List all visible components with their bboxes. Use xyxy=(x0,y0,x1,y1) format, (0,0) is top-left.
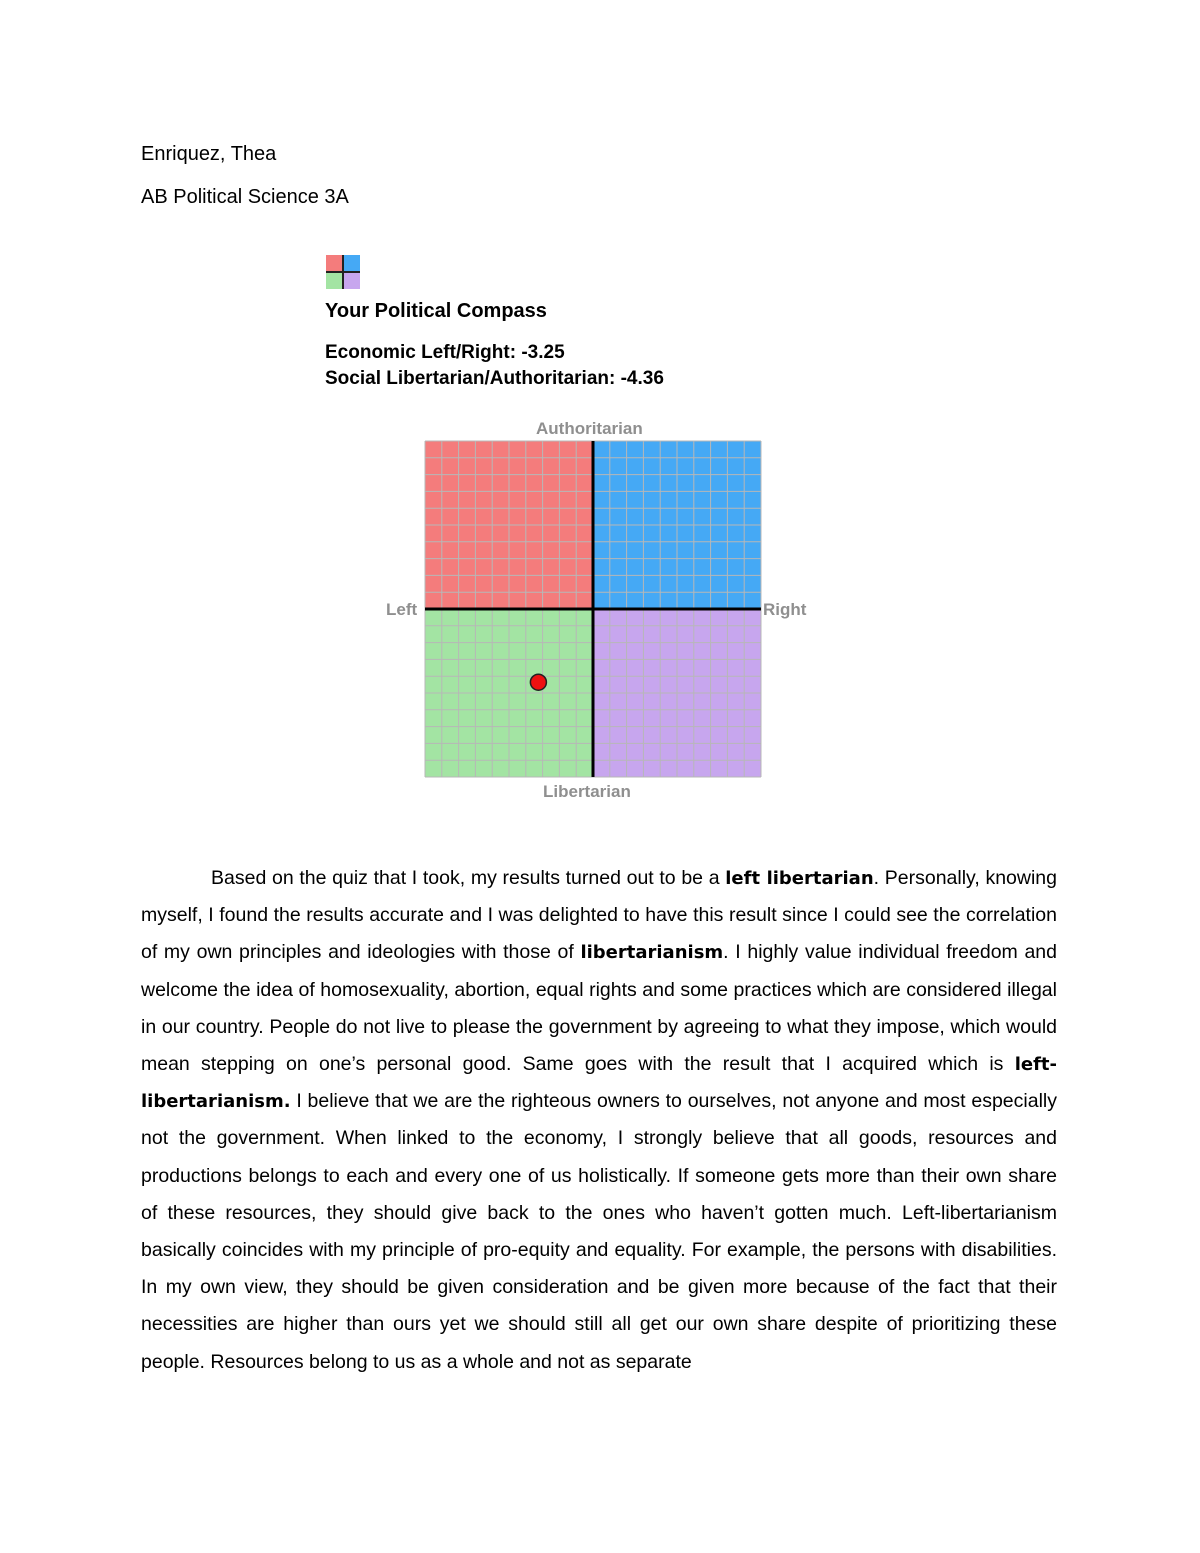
essay-bold-libertarianism: libertarianism xyxy=(580,942,724,964)
axis-label-authoritarian: Authoritarian xyxy=(536,419,643,438)
essay-bold-left-libertarianism: left-libertarianism. xyxy=(141,1054,1057,1113)
author-name: Enriquez, Thea xyxy=(141,143,277,165)
compass-title: Your Political Compass xyxy=(325,300,547,322)
social-score-value: -4.36 xyxy=(620,368,664,389)
economic-score-value: -3.25 xyxy=(521,342,565,363)
political-compass-chart xyxy=(424,440,762,778)
axis-label-left: Left xyxy=(386,600,418,619)
social-score-label: Social Libertarian/Authoritarian: xyxy=(325,368,616,389)
economic-score xyxy=(325,341,565,365)
essay-text-4: I believe that we are the righteous owners to ourselves, not anyone and most especially not the government. When linked to the economy, I strongly believe that all goods, resources and productions belongs to each and every one of us holistically. If someone gets more than their own share of these resources, they should give back to the ones who haven’t gotten much. Left-libertarianism basically coincides with my principle of pro-equity and equality. For example, the persons with disabilities. In my own view, they should be given consideration and be given more because of the fact that their necessities are higher than ours yet we should still all get our own share despite of prioritizing these people. Resources belong to us as a whole and not as separate xyxy=(141,1090,1057,1373)
compass-result-marker xyxy=(530,674,546,690)
essay-text-2: . Personally, knowing myself, I found the results accurate and I was delighted to have this result since I could see the correlation of my own principles and ideologies with those of xyxy=(141,867,1057,964)
course-label: AB Political Science 3A xyxy=(141,186,349,208)
social-score xyxy=(325,367,664,391)
essay-text-1: Based on the quiz that I took, my results turned out to be a xyxy=(211,867,726,889)
economic-score-label: Economic Left/Right: xyxy=(325,342,517,363)
political-compass-logo-icon xyxy=(326,255,360,289)
axis-label-right: Right xyxy=(763,600,807,619)
essay-bold-left-libertarian: left libertarian xyxy=(725,868,874,889)
axis-label-libertarian: Libertarian xyxy=(543,782,631,801)
essay-text-3: . I highly value individual freedom and welcome the idea of homosexuality, abortion, equal rights and some practices which are considered illegal in our country. People do not live to please the government by agreeing to what they impose, which would mean stepping on one’s personal good. Same goes with the result that I acquired which is xyxy=(141,941,1057,1076)
essay-paragraph xyxy=(141,860,1057,1381)
essay-body xyxy=(141,860,1057,1381)
